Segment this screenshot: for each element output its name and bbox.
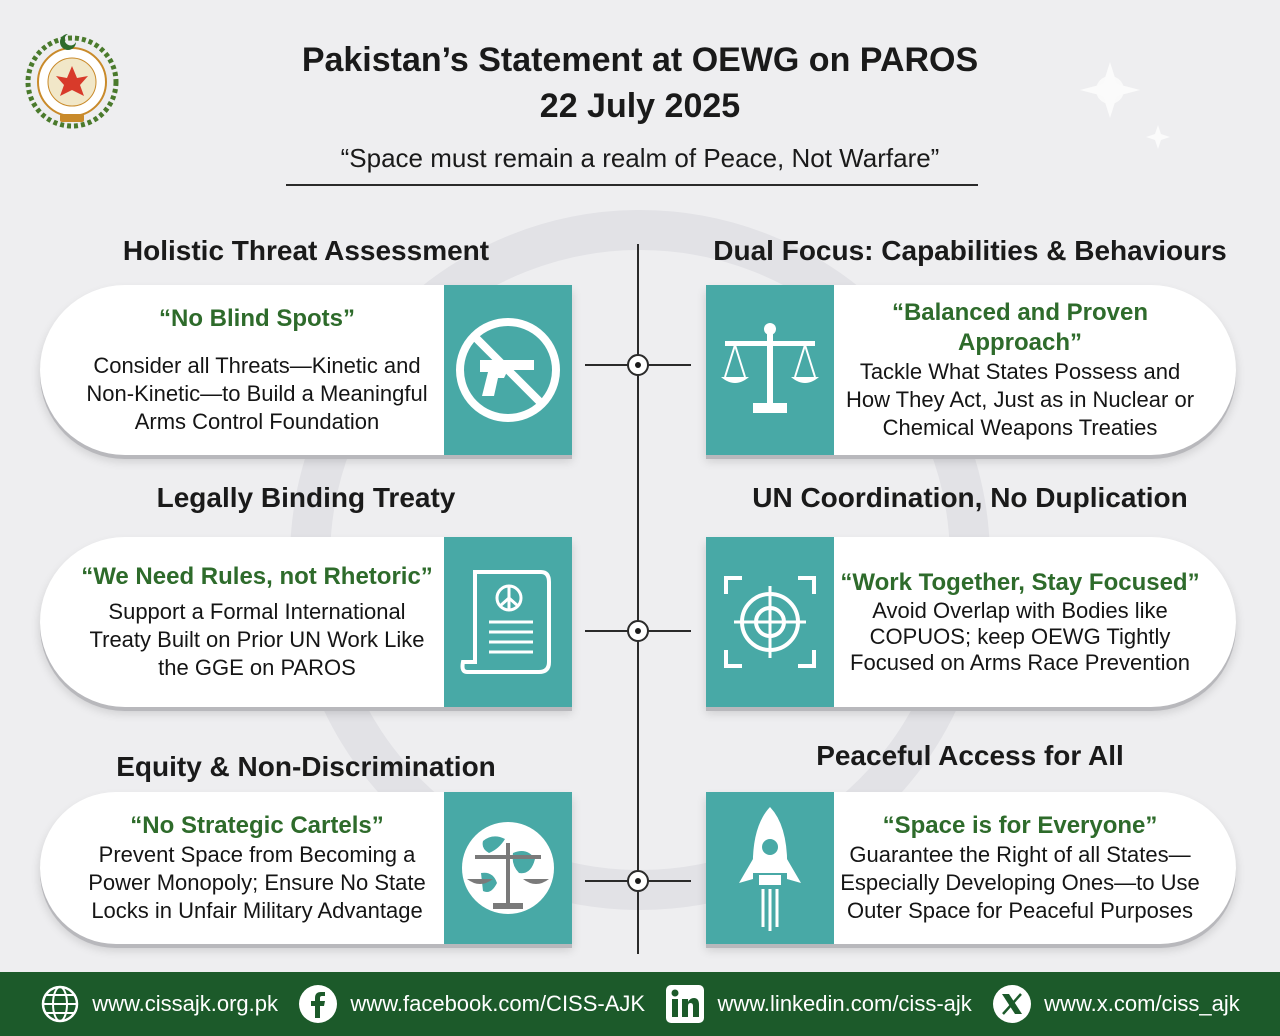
card-text bbox=[834, 285, 1206, 455]
card-quote: “Space is for Everyone” bbox=[882, 812, 1158, 839]
subtitle: “Space must remain a realm of Peace, Not Warfare” bbox=[340, 143, 940, 173]
subtitle-underline bbox=[286, 184, 978, 186]
title-line-1: Pakistan’s Statement at OEWG on PAROS bbox=[301, 41, 979, 79]
card-text bbox=[70, 285, 444, 455]
card-quote: “No Blind Spots” bbox=[159, 305, 355, 332]
center-timeline bbox=[637, 244, 639, 954]
section-heading-equity: Equity & Non-Discrimination bbox=[116, 751, 496, 782]
footer-linkedin-text: www.linkedin.com/ciss-ajk bbox=[717, 991, 972, 1016]
footer-x[interactable] bbox=[992, 984, 1240, 1024]
icon-panel bbox=[706, 285, 834, 455]
globe-scales-icon bbox=[453, 813, 563, 923]
card-quote: “Balanced and Proven Approach” bbox=[891, 299, 1149, 356]
x-icon bbox=[992, 984, 1032, 1024]
timeline-node-2 bbox=[627, 620, 649, 642]
card-threat-assessment bbox=[40, 285, 572, 455]
icon-panel bbox=[444, 792, 572, 944]
card-text bbox=[834, 792, 1206, 944]
footer-facebook-text: www.facebook.com/CISS-AJK bbox=[350, 991, 646, 1016]
card-body: Tackle What States Possess and How They Act, Just as in Nuclear or Chemical Weapons Treaties bbox=[845, 359, 1195, 440]
footer-bar bbox=[0, 972, 1280, 1036]
card-un-coordination bbox=[706, 537, 1236, 707]
footer-website-text: www.cissajk.org.pk bbox=[92, 991, 279, 1016]
linkedin-icon bbox=[665, 984, 705, 1024]
card-legally-binding bbox=[40, 537, 572, 707]
card-body: Consider all Threats—Kinetic and Non-Kinetic—to Build a Meaningful Arms Control Foundation bbox=[86, 353, 428, 434]
card-quote: “We Need Rules, not Rhetoric” bbox=[81, 563, 433, 590]
card-peaceful-access bbox=[706, 792, 1236, 944]
footer-facebook[interactable] bbox=[298, 984, 645, 1024]
icon-panel bbox=[706, 537, 834, 707]
card-body: Support a Formal International Treaty Built on Prior UN Work Like the GGE on PAROS bbox=[89, 599, 425, 680]
card-body: Guarantee the Right of all States—Especially Developing Ones—to Use Outer Space for Peaceful Purposes bbox=[840, 842, 1200, 923]
card-quote: “Work Together, Stay Focused” bbox=[840, 569, 1200, 596]
card-dual-focus bbox=[706, 285, 1236, 455]
target-icon bbox=[720, 572, 820, 672]
footer-website[interactable] bbox=[40, 984, 278, 1024]
section-heading-peaceful-access: Peaceful Access for All bbox=[816, 740, 1124, 771]
icon-panel bbox=[444, 285, 572, 455]
card-quote: “No Strategic Cartels” bbox=[130, 812, 384, 839]
rocket-icon bbox=[735, 803, 805, 933]
facebook-icon bbox=[298, 984, 338, 1024]
footer-x-text: www.x.com/ciss_ajk bbox=[1044, 991, 1240, 1016]
card-body: Prevent Space from Becoming a Power Monopoly; Ensure No State Locks in Unfair Military Advantage bbox=[88, 842, 426, 923]
card-text bbox=[70, 792, 444, 944]
globe-icon bbox=[40, 984, 80, 1024]
footer-linkedin[interactable] bbox=[665, 984, 971, 1024]
page-title bbox=[0, 37, 1280, 129]
card-text bbox=[834, 537, 1206, 707]
treaty-scroll-icon bbox=[453, 562, 563, 682]
section-heading-dual-focus: Dual Focus: Capabilities & Behaviours bbox=[713, 235, 1227, 266]
timeline-node-3 bbox=[627, 870, 649, 892]
title-line-2: 22 July 2025 bbox=[539, 87, 741, 125]
section-heading-un-coordination: UN Coordination, No Duplication bbox=[752, 482, 1188, 513]
section-heading-threat-assessment: Holistic Threat Assessment bbox=[122, 235, 490, 266]
timeline-node-1 bbox=[627, 354, 649, 376]
icon-panel bbox=[444, 537, 572, 707]
card-equity bbox=[40, 792, 572, 944]
scales-icon bbox=[715, 315, 825, 425]
card-body: Avoid Overlap with Bodies like COPUOS; keep OEWG Tightly Focused on Arms Race Prevention bbox=[850, 598, 1190, 675]
section-heading-legally-binding: Legally Binding Treaty bbox=[156, 482, 456, 513]
no-weapons-icon bbox=[454, 316, 562, 424]
icon-panel bbox=[706, 792, 834, 944]
card-text bbox=[70, 537, 444, 707]
